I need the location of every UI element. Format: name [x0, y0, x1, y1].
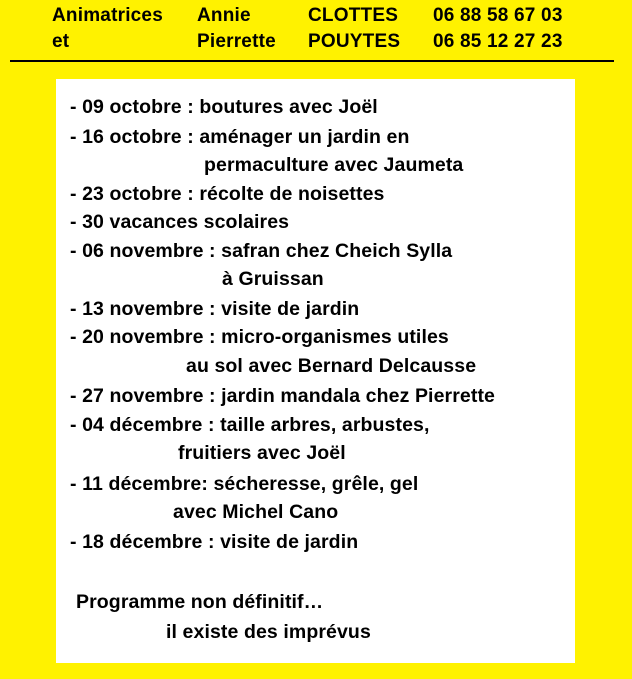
program-line: - 27 novembre : jardin mandala chez Pierrette — [70, 385, 495, 407]
program-line: à Gruissan — [222, 268, 324, 290]
program-line: - 04 décembre : taille arbres, arbustes, — [70, 414, 430, 436]
program-line: fruitiers avec Joël — [178, 442, 346, 464]
program-panel — [56, 79, 575, 663]
program-line: - 18 décembre : visite de jardin — [70, 531, 359, 553]
program-line: avec Michel Cano — [173, 501, 339, 523]
phone-pierrette: 06 85 12 27 23 — [433, 31, 563, 52]
program-line: - 09 octobre : boutures avec Joël — [70, 96, 378, 118]
program-line: au sol avec Bernard Delcausse — [186, 355, 477, 377]
contact-header — [0, 0, 632, 60]
program-line: - 13 novembre : visite de jardin — [70, 298, 360, 320]
program-note: il existe des imprévus — [166, 621, 371, 643]
header-divider — [10, 60, 614, 62]
animatrices-label: Animatrices — [52, 5, 163, 26]
program-line: - 23 octobre : récolte de noisettes — [70, 183, 385, 205]
first-name-pierrette: Pierrette — [197, 31, 276, 52]
program-line: - 16 octobre : aménager un jardin en — [70, 126, 410, 148]
program-line: - 20 novembre : micro-organismes utiles — [70, 326, 449, 348]
program-line: - 30 vacances scolaires — [70, 211, 290, 233]
first-name-annie: Annie — [197, 5, 251, 26]
program-line: - 11 décembre: sécheresse, grêle, gel — [70, 473, 419, 495]
et-label: et — [52, 31, 70, 52]
last-name-clottes: CLOTTES — [308, 5, 399, 26]
last-name-pouytes: POUYTES — [308, 31, 401, 52]
program-line: - 06 novembre : safran chez Cheich Sylla — [70, 240, 453, 262]
program-note: Programme non définitif… — [76, 591, 324, 613]
program-line: permaculture avec Jaumeta — [204, 154, 464, 176]
phone-annie: 06 88 58 67 03 — [433, 5, 563, 26]
